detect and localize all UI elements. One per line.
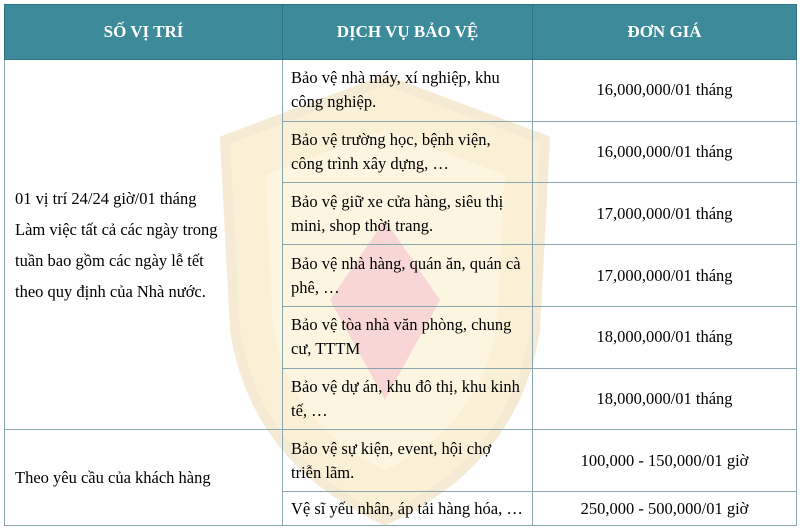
- price-cell: 250,000 - 500,000/01 giờ: [533, 492, 797, 526]
- service-cell: Bảo vệ tòa nhà văn phòng, chung cư, TTTM: [283, 306, 533, 368]
- service-cell: Bảo vệ sự kiện, event, hội chợ triễn lãm.: [283, 430, 533, 492]
- header-row: [5, 5, 797, 60]
- position-cell-fulltime: [5, 60, 283, 430]
- price-cell: 16,000,000/01 tháng: [533, 121, 797, 183]
- price-cell: 100,000 - 150,000/01 giờ: [533, 430, 797, 492]
- service-cell: Bảo vệ giữ xe cửa hàng, siêu thị mini, shop thời trang.: [283, 183, 533, 245]
- price-cell: 18,000,000/01 tháng: [533, 306, 797, 368]
- service-cell: Bảo vệ dự án, khu đô thị, khu kinh tế, …: [283, 368, 533, 430]
- position-line: theo quy định của Nhà nước.: [15, 281, 206, 301]
- price-cell: 17,000,000/01 tháng: [533, 245, 797, 307]
- header-service: DỊCH VỤ BẢO VỆ: [283, 5, 533, 60]
- service-cell: Bảo vệ nhà hàng, quán ăn, quán cà phê, …: [283, 245, 533, 307]
- table-header: [5, 5, 797, 60]
- table-row: [5, 430, 797, 492]
- header-position: SỐ VỊ TRÍ: [5, 5, 283, 60]
- position-line: Theo yêu cầu của khách hàng: [15, 468, 211, 488]
- position-line: 01 vị trí 24/24 giờ/01 tháng: [15, 188, 197, 208]
- service-cell: Vệ sĩ yếu nhân, áp tải hàng hóa, …: [283, 492, 533, 526]
- header-price: ĐƠN GIÁ: [533, 5, 797, 60]
- service-cell: Bảo vệ trường học, bệnh viện, công trình xây dựng, …: [283, 121, 533, 183]
- position-line: Làm việc tất cả các ngày trong: [15, 219, 218, 239]
- position-cell-on-demand: [5, 430, 283, 526]
- price-cell: 16,000,000/01 tháng: [533, 60, 797, 122]
- price-cell: 18,000,000/01 tháng: [533, 368, 797, 430]
- service-cell: Bảo vệ nhà máy, xí nghiệp, khu công nghiệp.: [283, 60, 533, 122]
- position-line: tuần bao gồm các ngày lễ tết: [15, 250, 204, 270]
- price-table: [4, 4, 797, 526]
- table-row: [5, 60, 797, 122]
- price-cell: 17,000,000/01 tháng: [533, 183, 797, 245]
